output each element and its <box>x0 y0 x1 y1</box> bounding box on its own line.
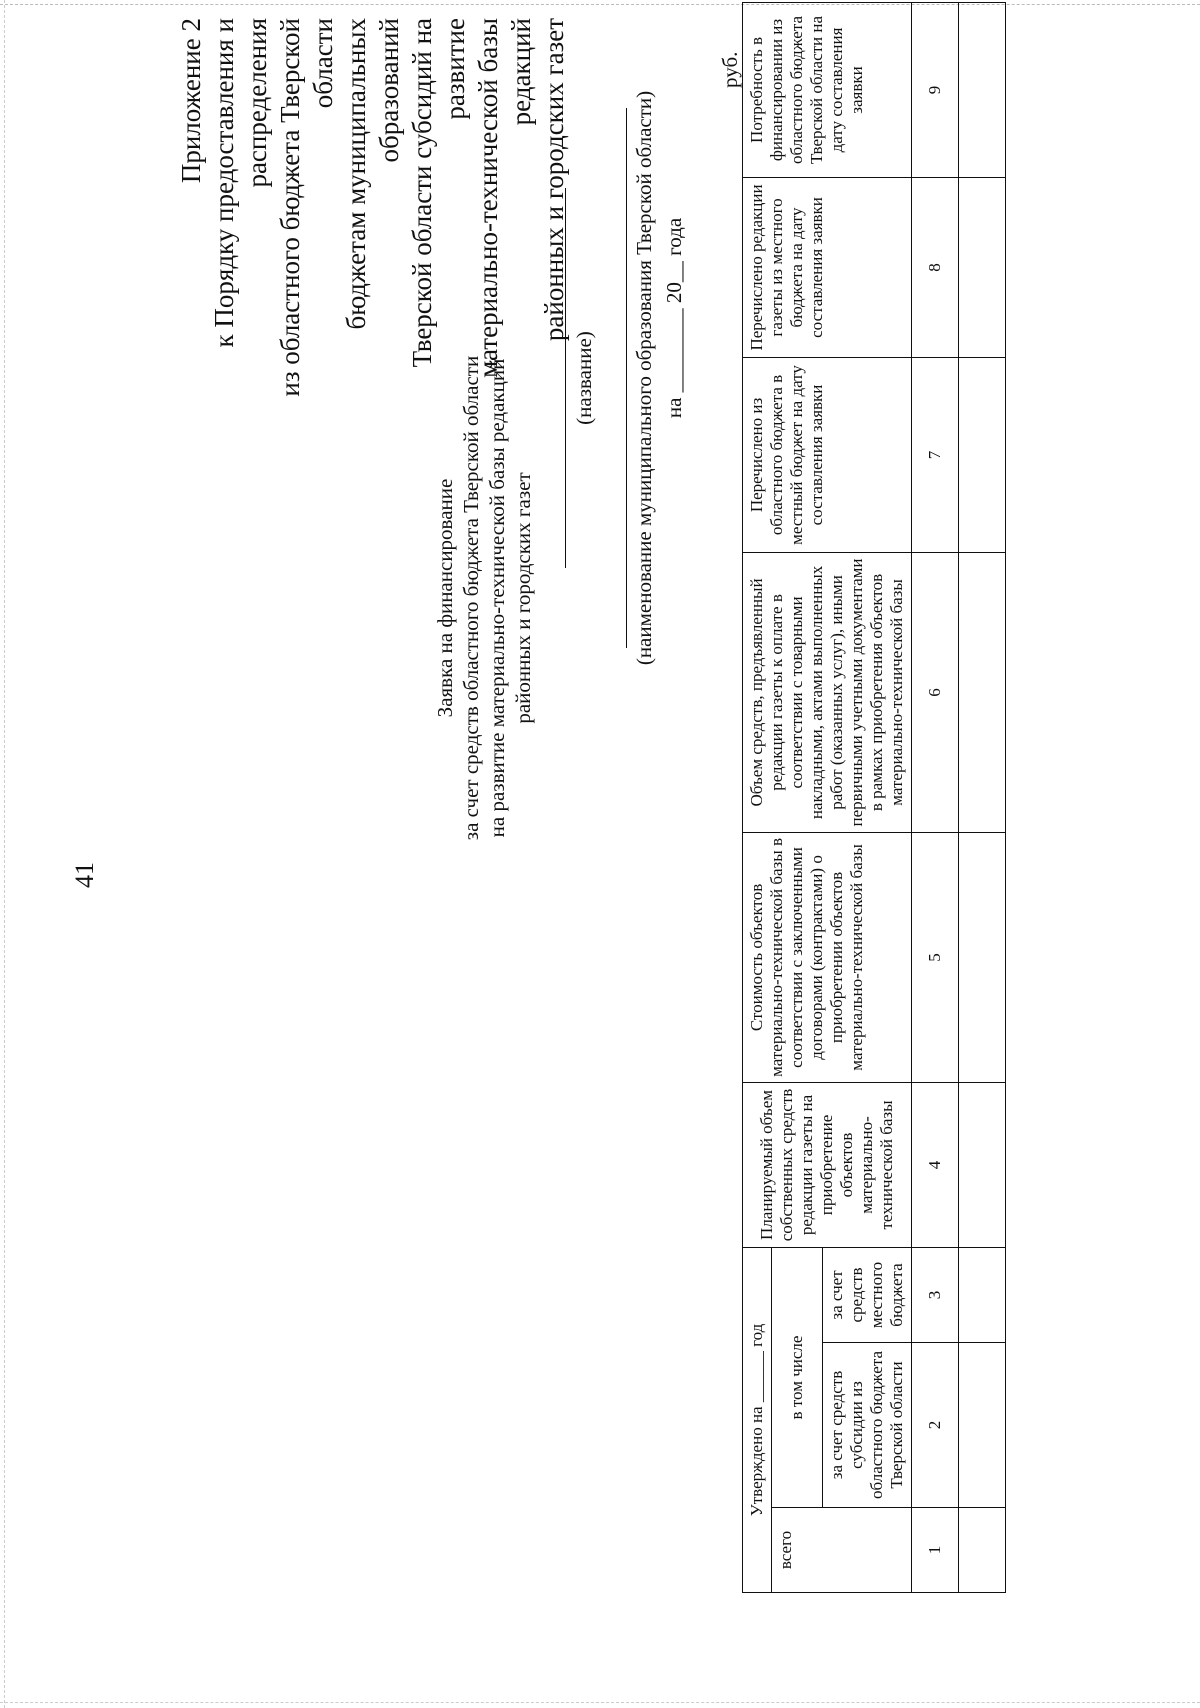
col6-header: Объем средств, предъявленный редакции газеты к оплате в соответствии с товарными накладными, актами выполненных работ (оказанных услуг), иными первичными учетными документами в рамках приобретения объектов материально-технической базы <box>743 552 912 832</box>
table-cell <box>959 832 1006 1082</box>
heading-line: районных и городских газет <box>511 472 535 724</box>
table-header-row <box>743 2 772 1592</box>
table-cell <box>959 357 1006 552</box>
table-cell <box>959 1508 1006 1593</box>
column-number: 1 <box>912 1508 959 1593</box>
col4-header: Планируемый объем собственных средств редакции газеты на приобретение объектов материально-технической базы <box>743 1082 912 1247</box>
table-cell <box>959 552 1006 832</box>
currency-label: руб. <box>718 51 742 88</box>
page-number: 41 <box>70 862 99 888</box>
local-budget-header: за счет средств местного бюджета <box>823 1247 912 1342</box>
col7-header: Перечислено из областного бюджета в местный бюджет на дату составления заявки <box>743 357 912 552</box>
column-number: 8 <box>912 177 959 357</box>
appendix-line: бюджетам муниципальных образований <box>341 18 404 330</box>
municipality-caption: (наименование муниципального образования Тверской области) <box>632 90 656 666</box>
heading-line: Заявка на финансирование <box>433 478 457 718</box>
total-header: всего <box>772 1508 912 1593</box>
heading-line: за счет средств областного бюджета Тверской области <box>459 355 483 841</box>
column-number: 2 <box>912 1343 959 1508</box>
financing-table <box>742 2 1006 1593</box>
subsidy-header: за счет средств субсидии из областного бюджета Тверской области <box>823 1343 912 1508</box>
document-heading <box>432 268 536 928</box>
heading-line: на развитие материально-технической базы редакций <box>485 358 509 838</box>
column-number-row <box>912 2 959 1592</box>
including-header: в том числе <box>772 1247 823 1507</box>
appendix-line: к Порядку предоставления и распределения <box>209 18 272 348</box>
column-number: 3 <box>912 1247 959 1342</box>
column-number: 4 <box>912 1082 959 1247</box>
column-number: 7 <box>912 357 959 552</box>
col9-header: Потребность в финансировании из областного бюджета Тверской области на дату составления заявки <box>743 2 912 177</box>
appendix-title: Приложение 2 <box>176 18 206 184</box>
appendix-line: из областного бюджета Тверской области <box>275 18 338 397</box>
appendix-line: Тверской области субсидий на развитие <box>407 18 470 368</box>
table-cell <box>959 1343 1006 1508</box>
appendix-line: материально-технической базы редакций <box>473 18 536 378</box>
empty-data-row <box>959 2 1006 1592</box>
col8-header: Перечислено редакции газеты из местного бюджета на дату составления заявки <box>743 177 912 357</box>
appendix-line: районных и городских газет <box>539 18 569 342</box>
table-cell <box>959 1082 1006 1247</box>
name-caption: (название) <box>572 331 596 425</box>
col5-header: Стоимость объектов материально-технической базы в соответствии с заключенными договорами (контрактами) о приобретении объектов материально-технической базы <box>743 832 912 1082</box>
table-cell <box>959 2 1006 177</box>
column-number: 5 <box>912 832 959 1082</box>
date-line: на ________ 20__ года <box>662 217 686 419</box>
name-fill-line <box>565 188 566 568</box>
municipality-fill-line <box>626 108 627 648</box>
approved-header: Утверждено на ______ год <box>743 1247 772 1592</box>
table-cell <box>959 1247 1006 1342</box>
column-number: 9 <box>912 2 959 177</box>
table-cell <box>959 177 1006 357</box>
column-number: 6 <box>912 552 959 832</box>
